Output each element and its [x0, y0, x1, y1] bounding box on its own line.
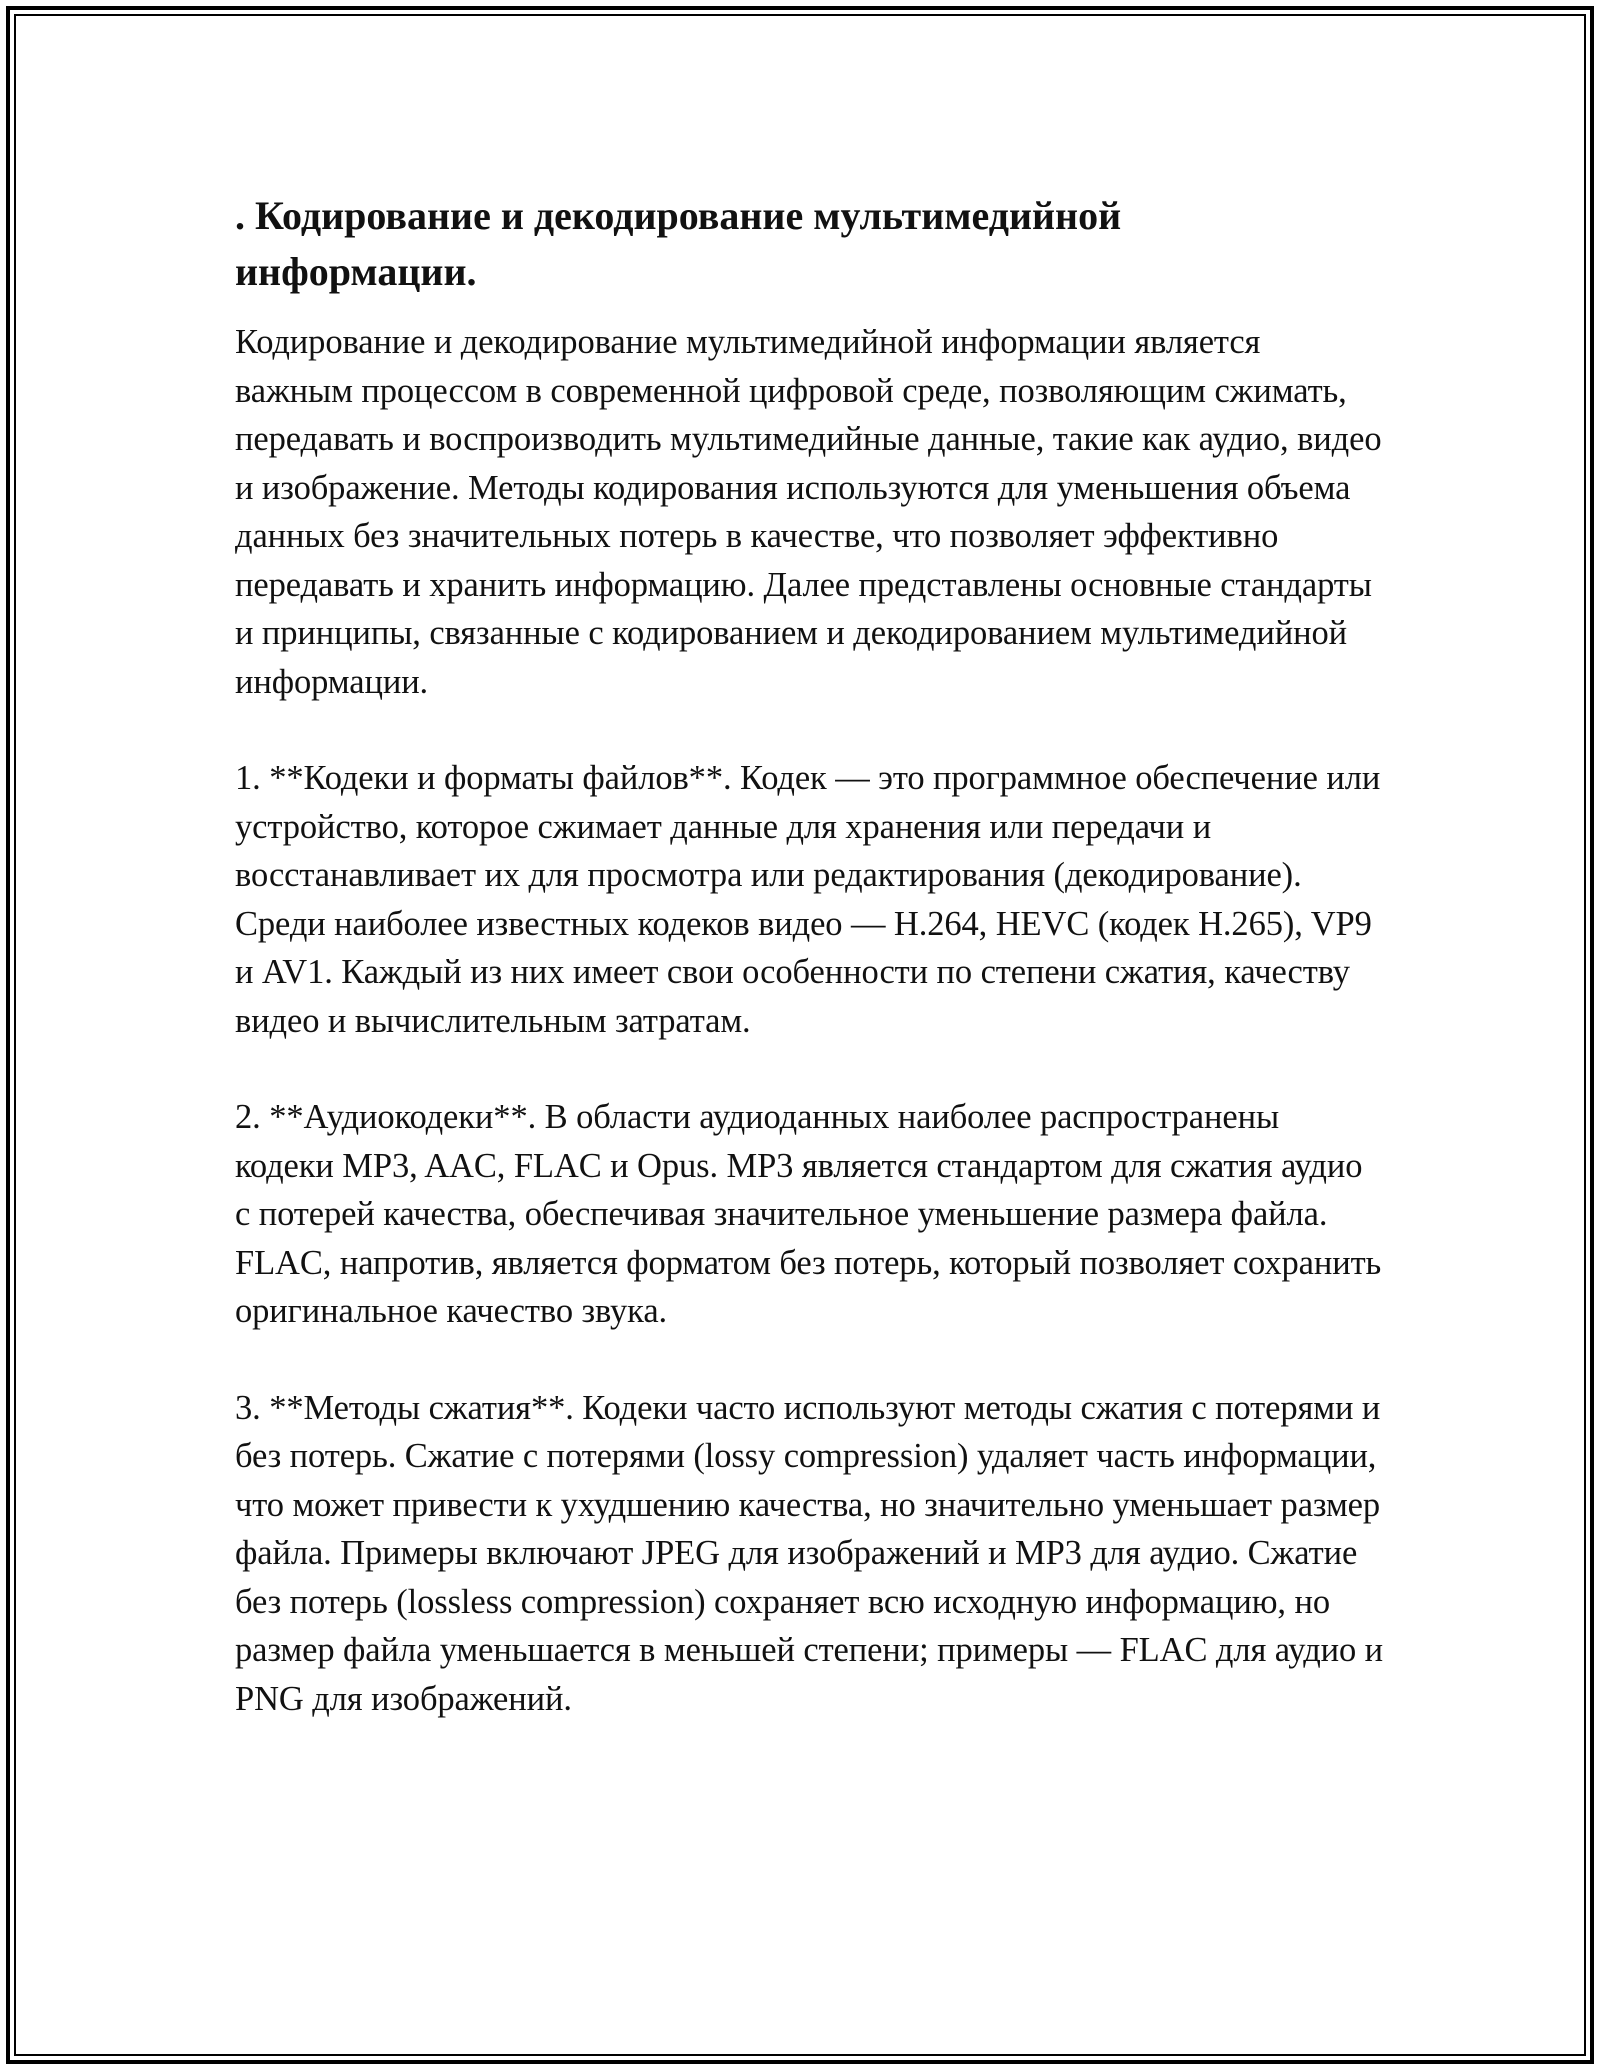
intro-paragraph: Кодирование и декодирование мультимедийной информации является важным процессом в современной цифровой среде, позволяющим сжимать, передавать и воспроизводить мультимедийные данные, такие как аудио, видео и изображение. Методы кодирования используются для уменьшения объема данных без значительных потерь в качестве, что позволяет эффективно передавать и хранить информацию. Далее представлены основные стандарты и принципы, связанные с кодированием и декодированием мультимедийной информации.	[235, 323, 1382, 701]
document-body	[235, 188, 1385, 1771]
document-title: . Кодирование и декодирование мультимедийной информации.	[235, 193, 1122, 294]
paragraph-codecs-formats: 1. **Кодеки и форматы файлов**. Кодек — это программное обеспечение или устройство, которое сжимает данные для хранения или передачи и восстанавливает их для просмотра или редактирования (декодирование). Среди наиболее известных кодеков видео — H.264, HEVC (кодек H.265), VP9 и AV1. Каждый из них имеет свои особенности по степени сжатия, качеству видео и вычислительным затратам.	[235, 759, 1381, 1040]
paragraph-audio-codecs: 2. **Аудиокодеки**. В области аудиоданных наиболее распространены кодеки MP3, AAC, FLAC и Opus. MP3 является стандартом для сжатия аудио с потерей качества, обеспечивая значительное уменьшение размера файла. FLAC, напротив, является форматом без потерь, который позволяет сохранить оригинальное качество звука.	[235, 1098, 1382, 1330]
paragraph-compression-methods: 3. **Методы сжатия**. Кодеки часто используют методы сжатия с потерями и без потерь. Сжатие с потерями (lossy compression) удаляет часть информации, что может привести к ухудшению качества, но значительно уменьшает размер файла. Примеры включают JPEG для изображений и MP3 для аудио. Сжатие без потерь (lossless compression) сохраняет всю исходную информацию, но размер файла уменьшается в меньшей степени; примеры — FLAC для аудио и PNG для изображений.	[235, 1388, 1384, 1718]
